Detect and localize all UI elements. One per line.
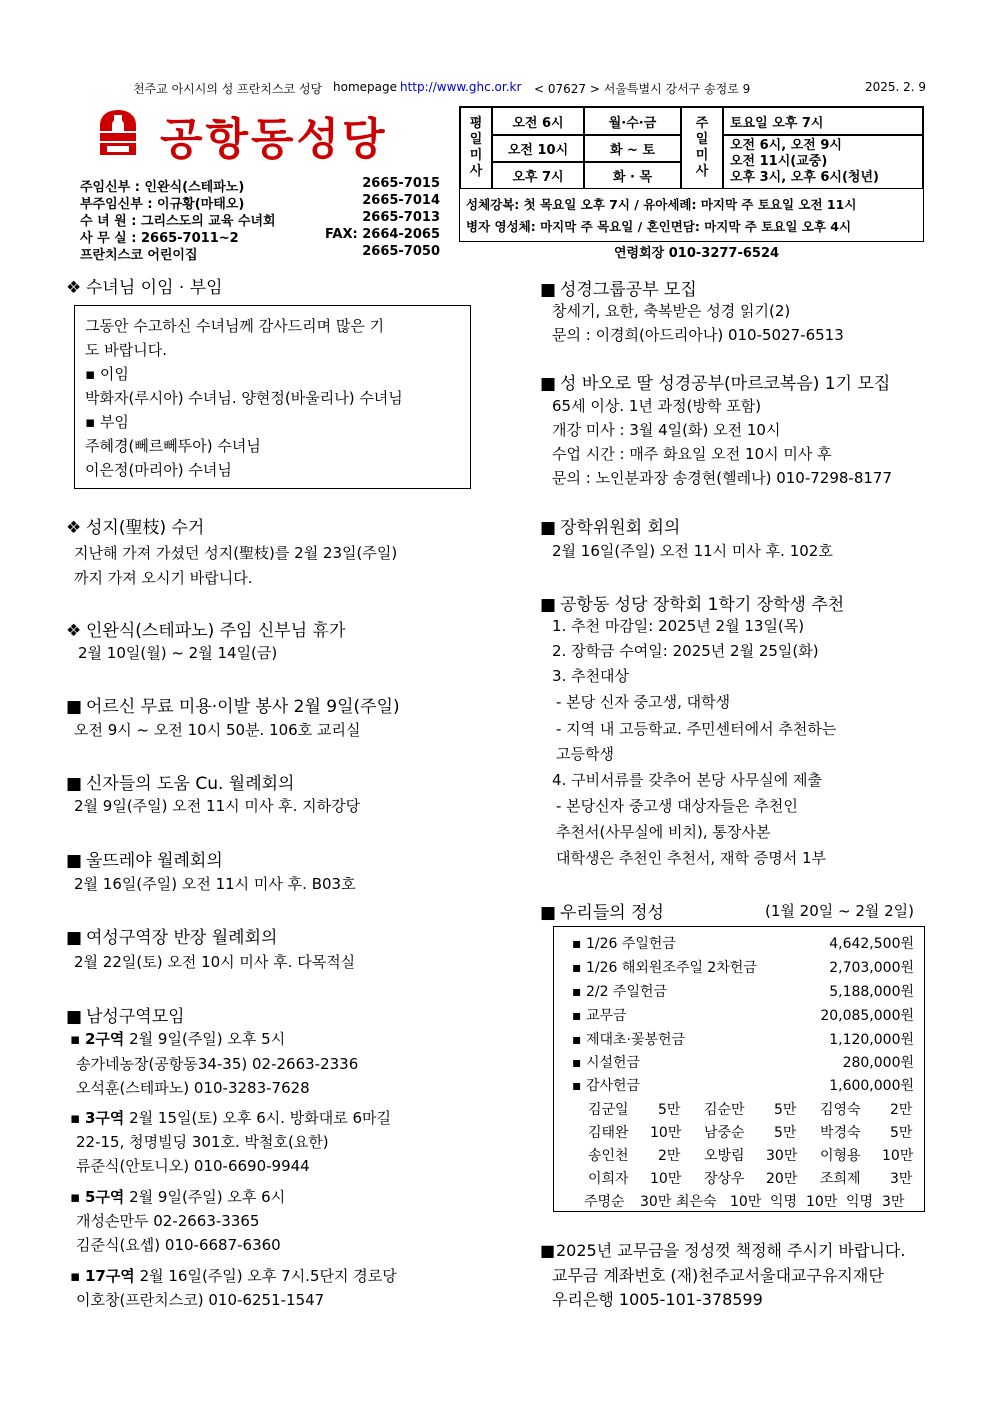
square-bullet-icon: ■ (540, 518, 557, 538)
donation-row: ▪ 1/26 해외원조주일 2차헌금 (572, 960, 757, 976)
sunday-mass-time: 토요일 오후 7시 (723, 107, 923, 135)
church-title: 공항동성당 (160, 114, 388, 165)
section-title: ■ 남성구역모임 (66, 1007, 185, 1027)
square-bullet-icon: ■ (66, 697, 83, 717)
section-title: ■ 어르신 무료 미용·이발 봉사 2월 9일(주일) (66, 697, 400, 717)
mass-schedule (459, 106, 924, 242)
section-title: ■ 울뜨레야 월례회의 (66, 851, 223, 871)
donation-row: ▪ 감사헌금 (572, 1078, 641, 1094)
staff-contacts (80, 176, 442, 261)
section-title: ■ 성경그룹공부 모집 (540, 280, 697, 300)
mass-note: 성체강복: 첫 목요일 오후 7시 / 유아세례: 마지막 주 토요일 오전 11시 (466, 197, 857, 212)
square-bullet-icon: ■ (540, 595, 557, 615)
diamond-bullet-icon: ❖ (66, 518, 82, 538)
zone-item: ▪ 17구역 2월 16일(주일) 오후 7시.5단지 경로당 (70, 1267, 397, 1285)
staff-row: 수 녀 원 : 그리스도의 교육 수녀회 2665-7013 (80, 210, 440, 229)
section-title: ■ 성 바오로 딸 성경공부(마르코복음) 1기 모집 (540, 374, 891, 394)
square-bullet-icon: ■ (540, 374, 557, 394)
diamond-bullet-icon: ❖ (66, 621, 82, 641)
staff-row: 프란치스코 어린이집 2665-7050 (80, 244, 440, 263)
section-title: ❖ 수녀님 이임 · 부임 (66, 278, 223, 298)
notice-box: 그동안 수고하신 수녀님께 감사드리며 많은 기 도 바랍니다. ▪ 이임 박화자(루시아) 수녀님. 양현정(바울리나) 수녀님 ▪ 부임 주혜경(뻬르뻬뚜아) 수녀님 이은정(마리아) 수녀님 (74, 305, 471, 489)
address: < 07627 > 서울특별시 강서구 송정로 9 (534, 82, 751, 96)
square-bullet-icon: ■ (66, 774, 83, 794)
staff-row: 사 무 실 : 2665-7011~2 FAX: 2664-2065 (80, 227, 440, 246)
section-title: ■ 신자들의 도움 Cu. 월례회의 (66, 774, 295, 794)
donation-row: ▪ 교무금 (572, 1008, 627, 1024)
section-title: ■ 여성구역장 반장 월례회의 (66, 928, 278, 948)
diamond-bullet-icon: ❖ (66, 278, 82, 298)
donation-row: ▪ 제대초·꽃봉헌금 (572, 1032, 686, 1048)
zone-item: ▪ 2구역 2월 9일(주일) 오후 5시 (70, 1030, 286, 1048)
square-bullet-icon: ■ (540, 1241, 556, 1260)
square-bullet-icon: ■ (540, 903, 557, 923)
weekday-mass-label: 평일미사 (460, 107, 492, 189)
square-bullet-icon: ■ (66, 1007, 83, 1027)
square-bullet-icon: ■ (540, 280, 557, 300)
staff-row: 부주임신부 : 이규황(마태오) 2665-7014 (80, 193, 440, 212)
date: 2025. 2. 9 (865, 80, 927, 94)
donation-period: (1월 20일 ~ 2월 2일) (765, 902, 915, 920)
section-title: ■2025년 교무금을 정성껏 책정해 주시기 바랍니다. (540, 1241, 906, 1260)
section-title: ■ 우리들의 정성 (540, 903, 664, 923)
zone-item: ▪ 5구역 2월 9일(주일) 오후 6시 (70, 1188, 286, 1206)
zone-item: ▪ 3구역 2월 15일(토) 오후 6시. 방화대로 6마길 (70, 1109, 392, 1127)
mass-days: 월·수·금 (584, 107, 681, 135)
section-title: ■ 장학위원회 회의 (540, 518, 681, 538)
section-title: ❖ 성지(聖枝) 수거 (66, 518, 205, 538)
mass-note: 병자 영성체: 마지막 주 목요일 / 혼인면담: 마지막 주 토요일 오후 4시 (466, 219, 852, 234)
mass-time: 오후 7시 (492, 162, 584, 189)
square-bullet-icon: ■ (66, 851, 83, 871)
square-bullet-icon: ■ (66, 928, 83, 948)
donation-row: ▪ 1/26 주일헌금 (572, 936, 676, 952)
donation-row: ▪ 시설헌금 (572, 1055, 641, 1071)
church-logo-icon (97, 107, 139, 159)
homepage-link[interactable]: http://www.ghc.or.kr (400, 80, 522, 94)
staff-row: 주임신부 : 인완식(스테파노) 2665-7015 (80, 176, 440, 195)
section-title: ❖ 인완식(스테파노) 주임 신부님 휴가 (66, 621, 346, 641)
church-info: 천주교 아시시의 성 프란치스코 성당 (133, 82, 323, 96)
mass-time: 오전 10시 (492, 135, 584, 162)
mass-days: 화 · 목 (584, 162, 681, 189)
donation-row: ▪ 2/2 주일헌금 (572, 984, 668, 1000)
council-contact: 연령회장 010-3277-6524 (614, 246, 780, 261)
mass-days: 화 ~ 토 (584, 135, 681, 162)
mass-time: 오전 6시 (492, 107, 584, 135)
section-title: ■ 공항동 성당 장학회 1학기 장학생 추천 (540, 595, 845, 615)
donation-box: ▪ 1/26 주일헌금 4,642,500원 ▪ 1/26 해외원조주일 2차헌금 2,703,000원 ▪ 2/2 주일헌금 5,188,000원 ▪ 교무금 20,085,000원 ▪ 제대초·꽃봉헌금 1,120,000원 ▪ 시설헌금 280,000원 ▪ 감사헌금 1,600,000원 김군일 5만 김순만 5만 김영숙 2만 김태완 10만 남중순 5만 박경숙 5만 송인천 2만 오방림 30만 이형용 10만 이희자 10만 장상우 20만 조희제 3만 주명순 30만 최은숙 10만 익명 10만 익명 3만 (553, 926, 925, 1212)
homepage-label: homepage (333, 80, 397, 94)
sunday-mass-times: 오전 6시, 오전 9시 오전 11시(교중) 오후 3시, 오후 6시(청년) (723, 135, 923, 189)
sunday-mass-label: 주일미사 (681, 107, 723, 189)
